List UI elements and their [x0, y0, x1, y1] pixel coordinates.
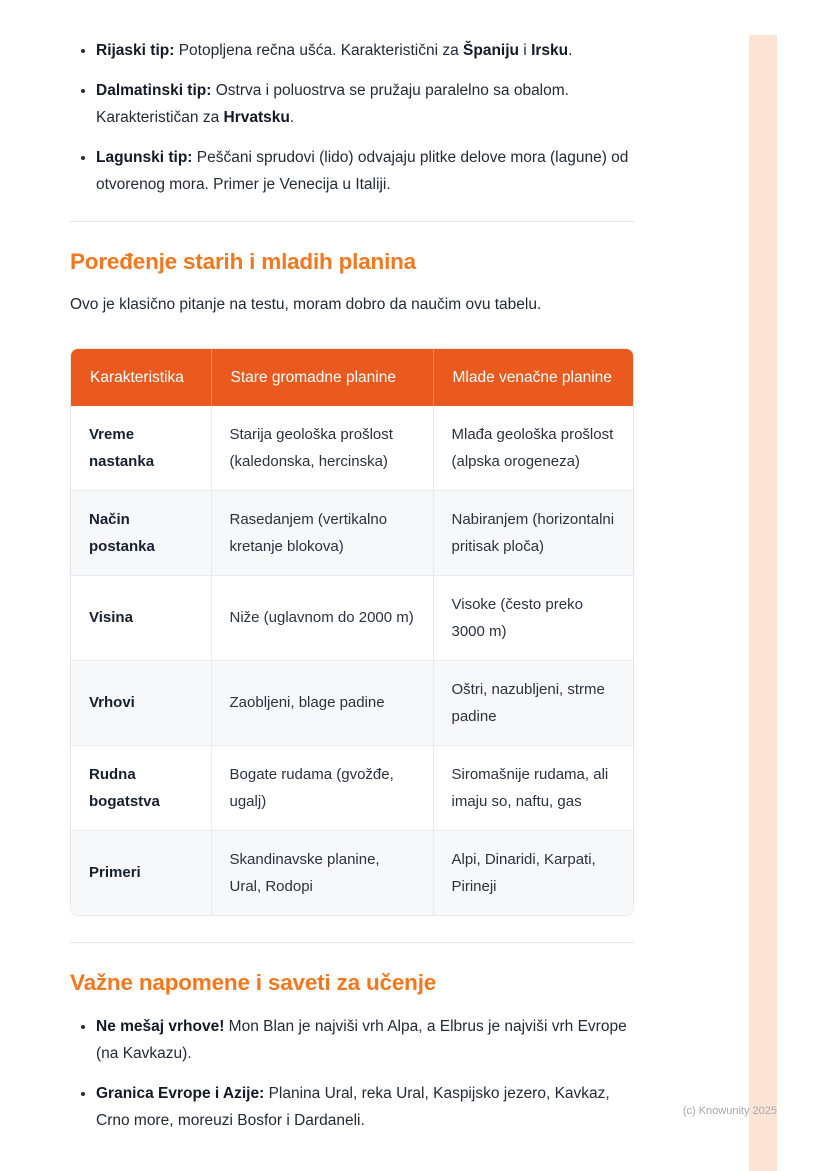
table-row [71, 406, 634, 491]
row-label-cell: Vrhovi [71, 660, 211, 745]
table-header-cell: Mlade venačne planine [433, 349, 634, 406]
table-cell: Siromašnije rudama, ali imaju so, naftu, gas [433, 745, 634, 830]
table-row [71, 660, 634, 745]
section-title-notes: Važne napomene i saveti za učenje [70, 969, 437, 995]
row-label-cell: Visina [71, 575, 211, 660]
document-content [70, 30, 634, 1148]
study-notes-list [70, 1014, 634, 1135]
table-cell: Skandinavske planine, Ural, Rodopi [211, 830, 433, 915]
row-label-cell: Vreme nastanka [89, 425, 155, 470]
row-label-cell: Način postanka [71, 490, 211, 575]
table-cell: Starija geološka prošlost (kaledonska, hercinska) [211, 406, 433, 491]
table-cell: Nabiranjem (horizontalni pritisak ploča) [433, 490, 634, 575]
table-cell: Zaobljeni, blage padine [211, 660, 433, 745]
section-intro-text: Ovo je klasično pitanje na testu, moram dobro da naučim ovu tabelu. [70, 295, 542, 313]
table-header-cell: Karakteristika [71, 349, 211, 406]
list-item: • Dalmatinski tip: Ostrva i poluostrva se pružaju paralelno sa obalom. Karakterističan za Hrvatsku. [96, 78, 634, 132]
table-row [71, 575, 634, 660]
table-header-cell: Stare gromadne planine [211, 349, 433, 406]
list-item: • Lagunski tip: Peščani sprudovi (lido) odvajaju plitke delove mora (lagune) od otvorenog mora. Primer je Venecija u Italiji. [96, 145, 634, 199]
table-head [71, 349, 634, 406]
divider [70, 942, 634, 943]
table-body [71, 406, 634, 915]
table-cell: Rasedanjem (vertikalno kretanje blokova) [211, 490, 433, 575]
page-edge-stripe [749, 35, 777, 1171]
table-cell: Visoke (često preko 3000 m) [433, 575, 634, 660]
table-cell: Alpi, Dinaridi, Karpati, Pirineji [433, 830, 634, 915]
table-cell: Niže (uglavnom do 2000 m) [211, 575, 433, 660]
divider [70, 221, 634, 222]
table-cell: Bogate rudama (gvožđe, ugalj) [211, 745, 433, 830]
table-row [71, 830, 634, 915]
copyright-footer: (c) Knowunity 2025 [682, 1105, 777, 1117]
row-label-cell: Primeri [71, 830, 211, 915]
coast-types-list [70, 38, 634, 199]
comparison-table [71, 349, 634, 915]
table-row [71, 745, 634, 830]
table-cell: Oštri, nazubljeni, strme padine [433, 660, 634, 745]
row-label-cell: Rudna bogatstva [71, 745, 211, 830]
list-item: • Granica Evrope i Azije: Planina Ural, reka Ural, Kaspijsko jezero, Kavkaz, Crno more, moreuzi Bosfor i Dardaneli. [96, 1081, 634, 1135]
list-item: • Ne mešaj vrhove! Mon Blan je najviši vrh Alpa, a Elbrus je najviši vrh Evrope (na Kavkazu). [96, 1014, 634, 1068]
section-title-mountains-comparison: Poređenje starih i mladih planina [70, 248, 416, 274]
table-row [71, 490, 634, 575]
comparison-table-wrapper [70, 348, 634, 916]
table-cell: Mlađa geološka prošlost (alpska orogeneza) [433, 406, 634, 491]
table-header-row [71, 349, 634, 406]
list-item: • Rijaski tip: Potopljena rečna ušća. Karakteristični za Španiju i Irsku. [96, 38, 634, 65]
